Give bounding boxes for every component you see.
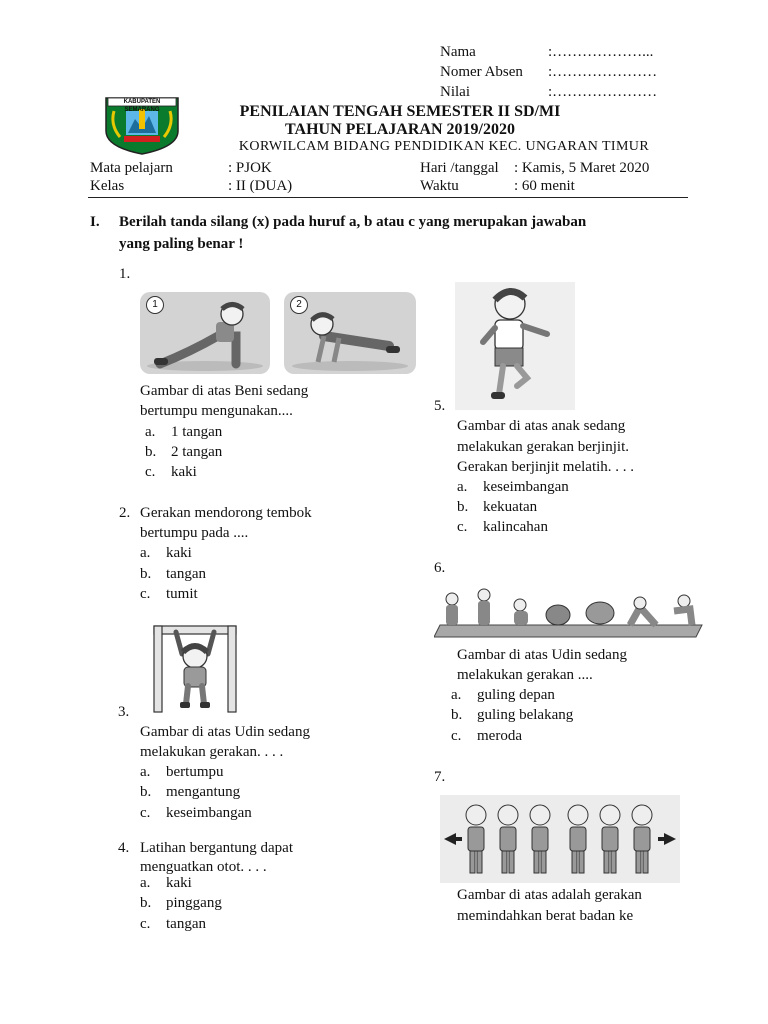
field-value-nilai[interactable]: :………………… [548,84,658,100]
question-2-number: 2. [119,505,131,521]
question-5-number: 5. [434,398,446,414]
question-7-number: 7. [434,769,446,785]
question-1-text-line1: Gambar di atas Beni sedang [140,383,309,399]
question-1-number: 1. [119,266,131,282]
header-divider [88,197,688,198]
image-weight-shift-group [440,795,680,883]
section-instruction-line1: Berilah tanda silang (x) pada huruf a, b atau c yang merupakan jawaban [119,214,587,230]
question-3-option-a[interactable]: a. bertumpu [140,764,224,780]
kabupaten-logo [104,95,180,155]
question-6-text-line2: melakukan gerakan .... [457,667,593,683]
question-6-text-line1: Gambar di atas Udin sedang [457,647,627,663]
subject-label: Mata pelajarn [90,160,173,176]
question-5-text-line1: Gambar di atas anak sedang [457,418,626,434]
image-pushup-step2 [284,292,416,374]
section-instruction-line2: yang paling benar ! [119,236,244,252]
question-1-option-c[interactable]: c. kaki [145,464,197,480]
question-6-option-c[interactable]: c. meroda [451,728,522,744]
class-value: : II (DUA) [228,178,293,194]
question-4-text-line1: Latihan bergantung dapat [140,840,294,856]
image-tiptoe-boy [455,282,575,410]
question-3-option-c[interactable]: c. keseimbangan [140,805,252,821]
question-2-option-c[interactable]: c. tumit [140,586,198,602]
question-3-text-line1: Gambar di atas Udin sedang [140,724,310,740]
question-5-text-line3: Gerakan berjinjit melatih. . . . [457,459,635,475]
question-2-text-line2: bertumpu pada .... [140,525,249,541]
question-2-option-b[interactable]: b. tangan [140,566,206,582]
question-5-option-c[interactable]: c. kalincahan [457,519,548,535]
date-label: Hari /tanggal [420,160,499,176]
header-title: PENILAIAN TENGAH SEMESTER II SD/MI [239,103,561,120]
question-2-text-line1: Gerakan mendorong tembok [140,505,312,521]
question-1-option-a[interactable]: a. 1 tangan [145,424,223,440]
date-value: : Kamis, 5 Maret 2020 [514,160,650,176]
question-5-option-b[interactable]: b. kekuatan [457,499,538,515]
field-label-name: Nama [440,44,476,60]
class-label: Kelas [90,178,125,194]
question-5-text-line2: melakukan gerakan berjinjit. [457,439,630,455]
question-3-text-line2: melakukan gerakan. . . . [140,744,284,760]
question-4-option-c[interactable]: c. tangan [140,916,206,932]
question-4-number: 4. [118,840,130,856]
question-7-text-line1: Gambar di atas adalah gerakan [457,887,642,903]
question-1-option-b[interactable]: b. 2 tangan [145,444,223,460]
logo-caption: KABUPATEN SEMARANG [123,99,161,113]
field-label-absen: Nomer Absen [440,64,523,80]
image-forward-roll-sequence [434,585,708,641]
question-2-option-a[interactable]: a. kaki [140,545,192,561]
question-3-number: 3. [118,704,130,720]
question-6-option-a[interactable]: a. guling depan [451,687,555,703]
field-value-absen[interactable]: :………………… [548,64,658,80]
step-2-badge: 2 [290,296,308,314]
question-3-option-b[interactable]: b. mengantung [140,784,241,800]
question-4-text-line2: menguatkan otot. . . . [140,859,267,875]
question-5-option-a[interactable]: a. keseimbangan [457,479,569,495]
time-value: : 60 menit [514,178,575,194]
question-6-option-b[interactable]: b. guling belakang [451,707,574,723]
step-1-badge: 1 [146,296,164,314]
image-hanging-bar [150,622,240,714]
header-region: KORWILCAM BIDANG PENDIDIKAN KEC. UNGARAN TIMUR [238,139,650,154]
image-pushup-step1 [140,292,270,374]
field-label-nilai: Nilai [440,84,470,100]
question-6-number: 6. [434,560,446,576]
question-4-option-b[interactable]: b. pinggang [140,895,222,911]
section-number: I. [90,214,100,230]
subject-value: : PJOK [228,160,272,176]
question-4-option-a[interactable]: a. kaki [140,875,192,891]
time-label: Waktu [420,178,459,194]
question-7-text-line2: memindahkan berat badan ke [457,908,634,924]
field-value-name[interactable]: :………………... [548,44,654,60]
question-1-text-line2: bertumpu mengunakan.... [140,403,293,419]
header-year: TAHUN PELAJARAN 2019/2020 [285,121,515,138]
